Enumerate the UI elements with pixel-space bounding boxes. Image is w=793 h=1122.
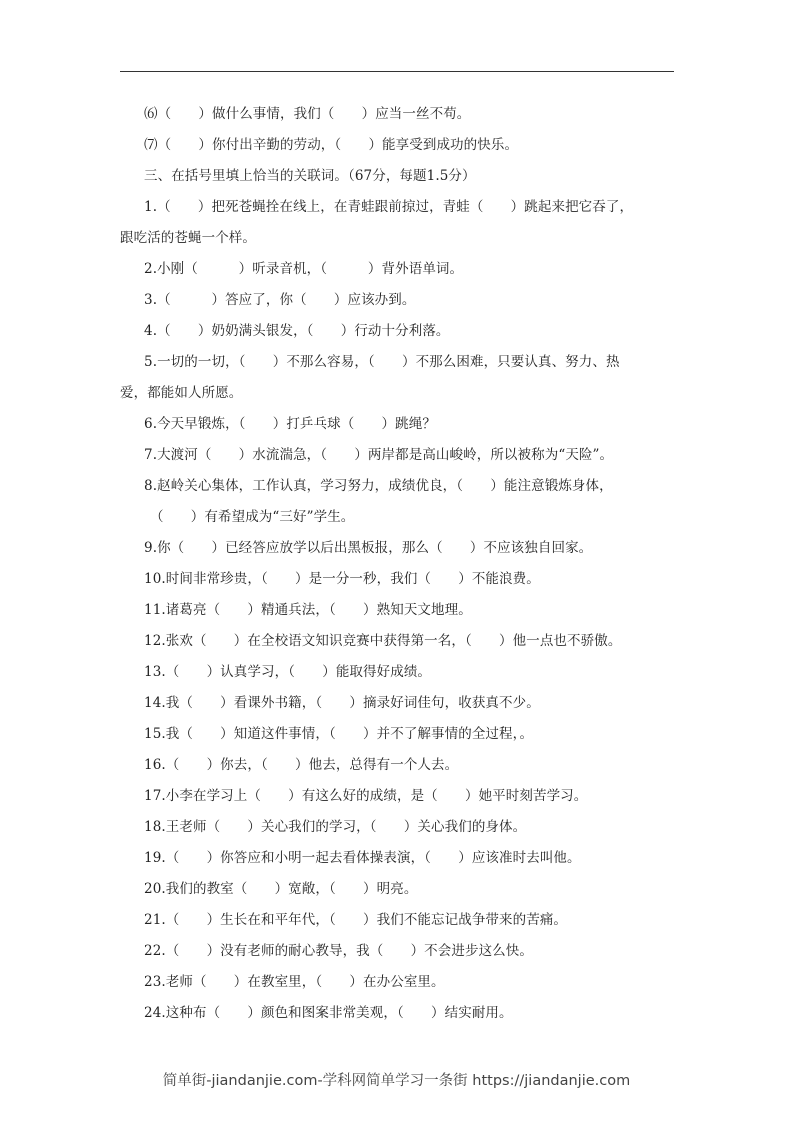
question-line: ⑹（ ）做什么事情，我们（ ）应当一丝不苟。 <box>144 106 471 122</box>
question-line: 17.小李在学习上（ ）有这么好的成绩，是（ ）她平时刻苦学习。 <box>144 788 588 804</box>
question-line: 2.小刚（ ）听录音机，（ ）背外语单词。 <box>144 261 464 277</box>
question-line: 9.你（ ）已经答应放学以后出黑板报，那么（ ）不应该独自回家。 <box>144 540 593 556</box>
question-line: 24.这种布（ ）颜色和图案非常美观，（ ）结实耐用。 <box>144 1005 513 1021</box>
question-line: 21.（ ）生长在和平年代，（ ）我们不能忘记战争带来的苦痛。 <box>144 912 568 928</box>
question-line: ⑺（ ）你付出辛勤的劳动，（ ）能享受到成功的快乐。 <box>144 137 519 153</box>
question-line: 4.（ ）奶奶满头银发，（ ）行动十分利落。 <box>144 323 450 339</box>
question-line: 10.时间非常珍贵，（ ）是一分一秒，我们（ ）不能浪费。 <box>144 571 540 587</box>
question-line: 22.（ ）没有老师的耐心教导，我（ ）不会进步这么快。 <box>144 943 533 959</box>
question-line: 14.我（ ）看课外书籍，（ ）摘录好词佳句，收获真不少。 <box>144 695 540 711</box>
section-heading: 三、在括号里填上恰当的关联词。（67分，每题1.5分） <box>144 168 476 184</box>
question-line: 15.我（ ）知道这件事情，（ ）并不了解事情的全过程，。 <box>144 726 534 742</box>
question-continuation: （ ）有希望成为“三好”学生。 <box>150 509 355 525</box>
document-body <box>120 99 680 1029</box>
question-line: 19.（ ）你答应和小明一起去看体操表演，（ ）应该准时去叫他。 <box>144 850 581 866</box>
question-line: 8.赵岭关心集体，工作认真，学习努力，成绩优良，（ ）能注意锻炼身体， <box>144 478 613 494</box>
question-line: 6.今天早锻炼，（ ）打乒乓球（ ）跳绳？ <box>144 416 436 432</box>
question-continuation: 爱，都能如人所愿。 <box>120 385 243 401</box>
question-line: 7.大渡河（ ）水流湍急，（ ）两岸都是高山峻岭，所以被称为“天险”。 <box>144 447 614 463</box>
question-line: 13.（ ）认真学习，（ ）能取得好成绩。 <box>144 664 432 680</box>
question-line: 16.（ ）你去，（ ）他去，总得有一个人去。 <box>144 757 459 773</box>
question-line: 3.（ ）答应了，你（ ）应该办到。 <box>144 292 416 308</box>
footer-watermark: 简单街-jiandanjie.com-学科网简单学习一条街 https://jiandanjie.com <box>162 1073 631 1089</box>
question-line: 20.我们的教室（ ）宽敞，（ ）明亮。 <box>144 881 418 897</box>
question-line: 18.王老师（ ）关心我们的学习，（ ）关心我们的身体。 <box>144 819 527 835</box>
question-line: 1.（ ）把死苍蝇拴在线上，在青蛙跟前掠过，青蛙（ ）跳起来把它吞了， <box>144 199 634 215</box>
question-line: 23.老师（ ）在教室里，（ ）在办公室里。 <box>144 974 445 990</box>
question-continuation: 跟吃活的苍蝇一个样。 <box>120 230 256 246</box>
header-rule <box>120 71 674 72</box>
question-line: 12.张欢（ ）在全校语文知识竞赛中获得第一名，（ ）他一点也不骄傲。 <box>144 633 622 649</box>
question-line: 5.一切的一切，（ ）不那么容易，（ ）不那么困难，只要认真、努力、热 <box>144 354 620 370</box>
question-line: 11.诸葛亮（ ）精通兵法，（ ）熟知天文地理。 <box>144 602 472 618</box>
